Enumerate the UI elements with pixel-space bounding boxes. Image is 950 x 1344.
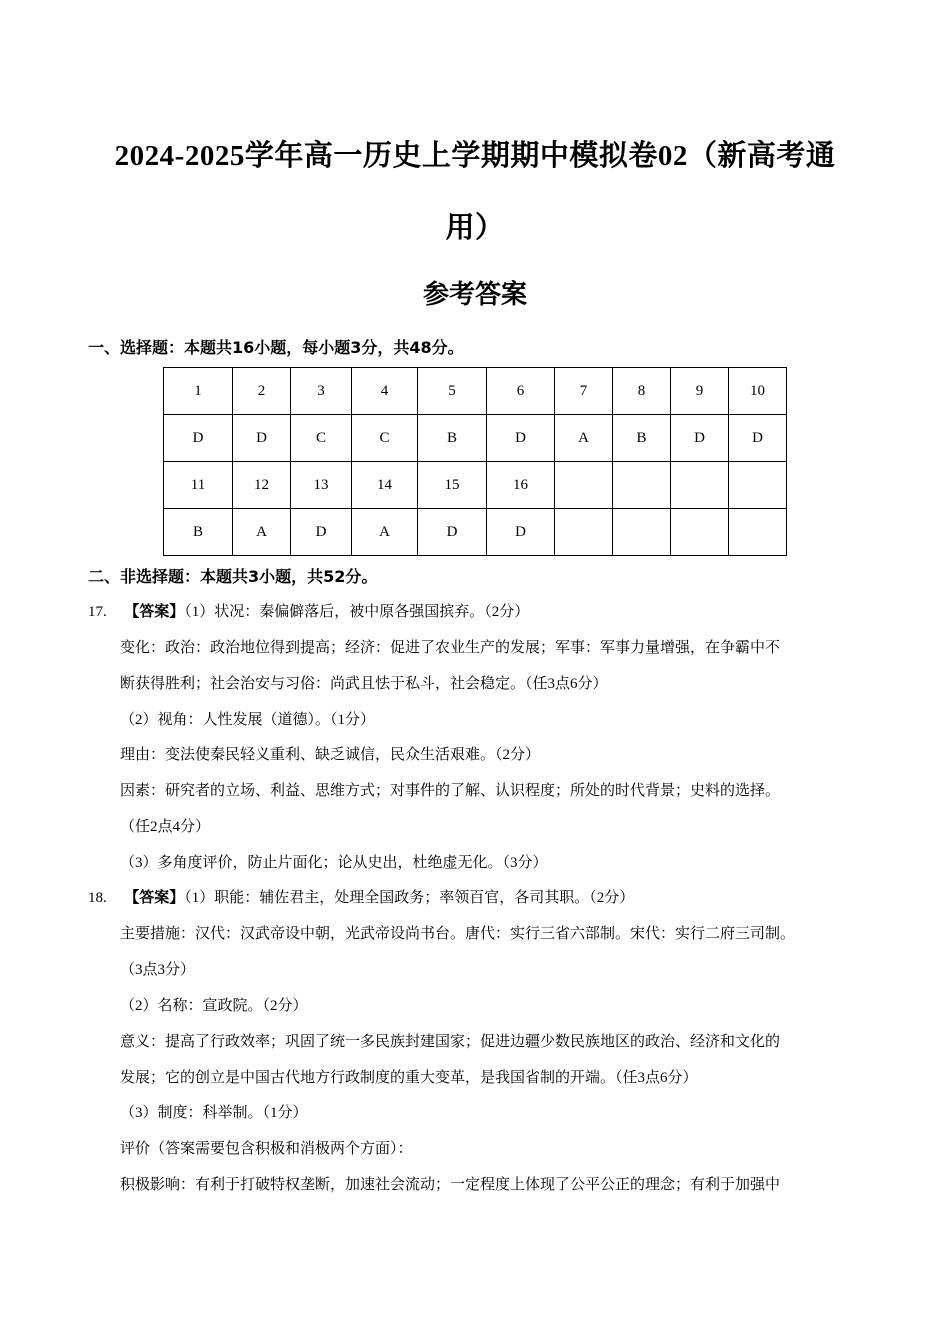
answer-line: 理由：变法使秦民轻义重利、缺乏诚信，民众生活艰难。（2分） bbox=[120, 747, 541, 763]
table-cell bbox=[671, 462, 729, 509]
table-cell: A bbox=[352, 509, 418, 556]
question-number: 17. bbox=[88, 604, 107, 620]
table-row bbox=[164, 415, 787, 462]
table-cell bbox=[555, 462, 613, 509]
table-cell: A bbox=[555, 415, 613, 462]
answer-line: 断获得胜利；社会治安与习俗：尚武且怯于私斗，社会稳定。（任3点6分） bbox=[120, 676, 608, 692]
table-cell bbox=[613, 462, 671, 509]
table-cell bbox=[671, 509, 729, 556]
answer-line: （任2点4分） bbox=[120, 819, 211, 835]
answer-line: 意义：提高了行政效率；巩固了统一多民族封建国家；促进边疆少数民族地区的政治、经济和文化的 bbox=[120, 1034, 781, 1050]
table-cell: D bbox=[291, 509, 352, 556]
table-cell: D bbox=[487, 509, 555, 556]
answer-tag: 【答案】 bbox=[124, 604, 185, 620]
table-cell: C bbox=[352, 415, 418, 462]
answer-tag: 【答案】 bbox=[124, 890, 185, 906]
table-cell: 10 bbox=[729, 368, 787, 415]
table-cell: 14 bbox=[352, 462, 418, 509]
answer-line: 变化：政治：政治地位得到提高；经济：促进了农业生产的发展；军事：军事力量增强，在争霸中不 bbox=[120, 640, 781, 656]
table-cell: 9 bbox=[671, 368, 729, 415]
table-cell: D bbox=[233, 415, 291, 462]
answer-line: （3）多角度评价，防止片面化；论从史出，杜绝虚无化。（3分） bbox=[120, 855, 548, 871]
table-cell: C bbox=[291, 415, 352, 462]
table-row bbox=[164, 462, 787, 509]
table-cell: B bbox=[418, 415, 487, 462]
table-row bbox=[164, 509, 787, 556]
document-title-line-1: 2024-2025学年高一历史上学期期中模拟卷02（新高考通 bbox=[114, 140, 836, 172]
section-heading-choice: 一、选择题：本题共16小题，每小题3分，共48分。 bbox=[88, 338, 464, 357]
table-cell: 5 bbox=[418, 368, 487, 415]
table-cell: D bbox=[487, 415, 555, 462]
table-cell bbox=[613, 509, 671, 556]
table-cell: 4 bbox=[352, 368, 418, 415]
answer-line: 因素：研究者的立场、利益、思维方式；对事件的了解、认识程度；所处的时代背景；史料的选择。 bbox=[120, 783, 781, 799]
table-cell: 11 bbox=[164, 462, 233, 509]
answer-line: （3点3分） bbox=[120, 962, 196, 978]
document-title-line-2: 用） bbox=[445, 212, 505, 244]
table-cell: D bbox=[164, 415, 233, 462]
answer-line: （2）名称：宣政院。（2分） bbox=[120, 998, 308, 1014]
table-cell bbox=[729, 509, 787, 556]
answer-line: 发展；它的创立是中国古代地方行政制度的重大变革，是我国省制的开端。（任3点6分） bbox=[120, 1070, 698, 1086]
question-17-first-line bbox=[88, 600, 529, 621]
table-cell: A bbox=[233, 509, 291, 556]
table-cell: B bbox=[164, 509, 233, 556]
answer-line: 积极影响：有利于打破特权垄断，加速社会流动；一定程度上体现了公平公正的理念；有利于加强中 bbox=[120, 1177, 781, 1193]
answer-line: 评价（答案需要包含积极和消极两个方面）： bbox=[120, 1141, 413, 1157]
answer-line: （2）视角：人性发展（道德）。（1分） bbox=[120, 712, 376, 728]
table-cell: 1 bbox=[164, 368, 233, 415]
table-cell: 6 bbox=[487, 368, 555, 415]
table-cell: 12 bbox=[233, 462, 291, 509]
table-cell: 13 bbox=[291, 462, 352, 509]
table-cell: D bbox=[671, 415, 729, 462]
table-cell: D bbox=[729, 415, 787, 462]
table-row bbox=[164, 368, 787, 415]
answer-line: （3）制度：科举制。（1分） bbox=[120, 1105, 308, 1121]
question-18-first-line bbox=[88, 886, 634, 907]
answer-line: 主要措施：汉代：汉武帝设中朝，光武帝设尚书台。唐代：实行三省六部制。宋代：实行二府三司制。 bbox=[120, 926, 796, 942]
table-cell bbox=[729, 462, 787, 509]
table-cell: 15 bbox=[418, 462, 487, 509]
table-cell: 16 bbox=[487, 462, 555, 509]
section-heading-nonchoice: 二、非选择题：本题共3小题，共52分。 bbox=[88, 567, 378, 586]
table-cell: 7 bbox=[555, 368, 613, 415]
table-cell: 8 bbox=[613, 368, 671, 415]
question-number: 18. bbox=[88, 890, 107, 906]
table-cell: 3 bbox=[291, 368, 352, 415]
answer-text: （1）状况：秦偏僻落后，被中原各强国摈弃。（2分） bbox=[184, 604, 530, 620]
table-cell: B bbox=[613, 415, 671, 462]
table-cell: D bbox=[418, 509, 487, 556]
table-cell: 2 bbox=[233, 368, 291, 415]
answer-text: （1）职能：辅佐君主，处理全国政务；率领百官，各司其职。（2分） bbox=[184, 890, 635, 906]
table-cell bbox=[555, 509, 613, 556]
answer-table bbox=[163, 367, 787, 556]
document-subtitle: 参考答案 bbox=[422, 280, 527, 310]
